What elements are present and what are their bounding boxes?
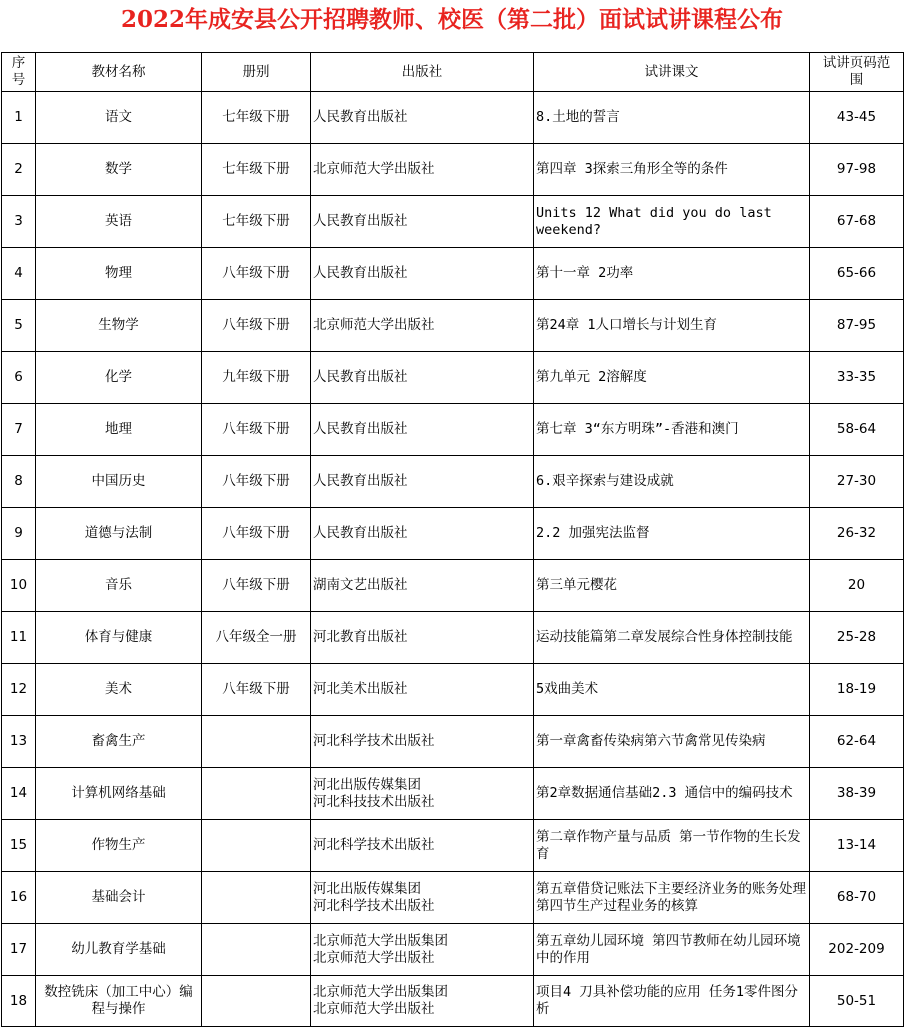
volume: 八年级全一册 xyxy=(202,612,311,664)
publisher-line: 人民教育出版社 xyxy=(313,421,408,437)
header-lesson: 试讲课文 xyxy=(534,53,810,92)
page-range: 13-14 xyxy=(810,820,904,872)
textbook-name: 中国历史 xyxy=(36,456,202,508)
textbook-name: 基础会计 xyxy=(36,872,202,924)
volume: 七年级下册 xyxy=(202,196,311,248)
row-number: 18 xyxy=(2,976,36,1027)
row-number: 9 xyxy=(2,508,36,560)
lesson-title: 5戏曲美术 xyxy=(534,664,810,716)
lesson-title: 第二章作物产量与品质 第一节作物的生长发育 xyxy=(534,820,810,872)
header-page-range: 试讲页码范围 xyxy=(810,53,904,92)
table-row xyxy=(2,508,904,560)
table-row xyxy=(2,612,904,664)
page-range: 26-32 xyxy=(810,508,904,560)
textbook-name: 计算机网络基础 xyxy=(36,768,202,820)
textbook-name: 道德与法制 xyxy=(36,508,202,560)
table-row xyxy=(2,404,904,456)
publisher xyxy=(311,716,534,768)
table-row xyxy=(2,144,904,196)
page-range: 62-64 xyxy=(810,716,904,768)
table-row xyxy=(2,560,904,612)
table-row xyxy=(2,924,904,976)
publisher-line: 河北出版传媒集团 xyxy=(313,880,421,897)
header-volume: 册别 xyxy=(202,53,311,92)
volume: 八年级下册 xyxy=(202,456,311,508)
page-range: 33-35 xyxy=(810,352,904,404)
publisher-line: 河北出版传媒集团 xyxy=(313,776,421,793)
table-row xyxy=(2,976,904,1027)
publisher-line: 人民教育出版社 xyxy=(313,265,408,281)
header-textbook-name: 教材名称 xyxy=(36,53,202,92)
lesson-title: 第七章 3“东方明珠”-香港和澳门 xyxy=(534,404,810,456)
volume xyxy=(202,716,311,768)
publisher xyxy=(311,872,534,924)
header-publisher: 出版社 xyxy=(311,53,534,92)
volume xyxy=(202,924,311,976)
page-range: 43-45 xyxy=(810,92,904,144)
textbook-name: 幼儿教育学基础 xyxy=(36,924,202,976)
publisher-line: 河北科技技术出版社 xyxy=(313,793,435,810)
textbook-name: 生物学 xyxy=(36,300,202,352)
page-range: 25-28 xyxy=(810,612,904,664)
row-number: 7 xyxy=(2,404,36,456)
lesson-title: Units 12 What did you do last weekend? xyxy=(534,196,810,248)
publisher xyxy=(311,404,534,456)
row-number: 17 xyxy=(2,924,36,976)
publisher-line: 人民教育出版社 xyxy=(313,213,408,229)
table-row xyxy=(2,768,904,820)
publisher xyxy=(311,456,534,508)
volume xyxy=(202,820,311,872)
lesson-title: 第四章 3探索三角形全等的条件 xyxy=(534,144,810,196)
volume xyxy=(202,976,311,1027)
publisher xyxy=(311,924,534,976)
publisher-line: 河北美术出版社 xyxy=(313,681,408,697)
page-range: 67-68 xyxy=(810,196,904,248)
publisher xyxy=(311,560,534,612)
row-number: 1 xyxy=(2,92,36,144)
lesson-title: 第五章幼儿园环境 第四节教师在幼儿园环境中的作用 xyxy=(534,924,810,976)
page-range: 202-209 xyxy=(810,924,904,976)
lesson-title: 第九单元 2溶解度 xyxy=(534,352,810,404)
volume: 八年级下册 xyxy=(202,560,311,612)
page-range: 38-39 xyxy=(810,768,904,820)
page-range: 68-70 xyxy=(810,872,904,924)
row-number: 8 xyxy=(2,456,36,508)
page-range: 50-51 xyxy=(810,976,904,1027)
row-number: 4 xyxy=(2,248,36,300)
row-number: 6 xyxy=(2,352,36,404)
publisher-line: 河北科学技术出版社 xyxy=(313,837,435,853)
textbook-name: 数学 xyxy=(36,144,202,196)
publisher xyxy=(311,352,534,404)
volume: 八年级下册 xyxy=(202,300,311,352)
publisher-line: 河北科学技术出版社 xyxy=(313,897,435,914)
table-header-row xyxy=(2,53,904,92)
lesson-title: 6.艰辛探索与建设成就 xyxy=(534,456,810,508)
table-row xyxy=(2,820,904,872)
publisher-line: 北京师范大学出版社 xyxy=(313,1001,435,1017)
publisher-line: 人民教育出版社 xyxy=(313,109,408,125)
textbook-name: 作物生产 xyxy=(36,820,202,872)
lesson-title: 第一章禽畜传染病第六节禽常见传染病 xyxy=(534,716,810,768)
textbook-name: 畜禽生产 xyxy=(36,716,202,768)
publisher-line: 人民教育出版社 xyxy=(313,525,408,541)
lesson-title: 运动技能篇第二章发展综合性身体控制技能 xyxy=(534,612,810,664)
row-number: 12 xyxy=(2,664,36,716)
row-number: 13 xyxy=(2,716,36,768)
lesson-title: 第五章借贷记账法下主要经济业务的账务处理 第四节生产过程业务的核算 xyxy=(534,872,810,924)
publisher xyxy=(311,976,534,1027)
row-number: 15 xyxy=(2,820,36,872)
page-range: 65-66 xyxy=(810,248,904,300)
publisher-line: 北京师范大学出版社 xyxy=(313,317,435,333)
textbook-name: 音乐 xyxy=(36,560,202,612)
table-row xyxy=(2,716,904,768)
lesson-title: 第三单元樱花 xyxy=(534,560,810,612)
textbook-name: 物理 xyxy=(36,248,202,300)
volume: 八年级下册 xyxy=(202,248,311,300)
textbook-name: 语文 xyxy=(36,92,202,144)
table-row xyxy=(2,248,904,300)
lesson-title: 项目4 刀具补偿功能的应用 任务1零件图分析 xyxy=(534,976,810,1027)
publisher xyxy=(311,508,534,560)
publisher xyxy=(311,144,534,196)
publisher xyxy=(311,664,534,716)
publisher-line: 北京师范大学出版集团 xyxy=(313,932,448,949)
volume xyxy=(202,872,311,924)
publisher xyxy=(311,92,534,144)
course-table xyxy=(1,52,904,1027)
textbook-name: 地理 xyxy=(36,404,202,456)
textbook-name: 体育与健康 xyxy=(36,612,202,664)
row-number: 16 xyxy=(2,872,36,924)
volume: 七年级下册 xyxy=(202,92,311,144)
row-number: 5 xyxy=(2,300,36,352)
textbook-name: 数控铣床（加工中心）编程与操作 xyxy=(36,976,202,1027)
volume: 八年级下册 xyxy=(202,508,311,560)
page-range: 18-19 xyxy=(810,664,904,716)
publisher-line: 人民教育出版社 xyxy=(313,369,408,385)
publisher-line: 湖南文艺出版社 xyxy=(313,577,408,593)
page-range: 97-98 xyxy=(810,144,904,196)
publisher-line: 河北教育出版社 xyxy=(313,629,408,645)
row-number: 11 xyxy=(2,612,36,664)
publisher-line: 河北科学技术出版社 xyxy=(313,733,435,749)
row-number: 14 xyxy=(2,768,36,820)
publisher xyxy=(311,820,534,872)
publisher-line: 北京师范大学出版集团 xyxy=(313,984,448,1000)
publisher xyxy=(311,248,534,300)
publisher xyxy=(311,300,534,352)
table-row xyxy=(2,664,904,716)
textbook-name: 美术 xyxy=(36,664,202,716)
publisher-line: 人民教育出版社 xyxy=(313,473,408,489)
page-title: 2022年成安县公开招聘教师、校医（第二批）面试试讲课程公布 xyxy=(120,6,783,33)
page-range: 20 xyxy=(810,560,904,612)
lesson-title: 第2章数据通信基础2.3 通信中的编码技术 xyxy=(534,768,810,820)
page-range: 87-95 xyxy=(810,300,904,352)
publisher xyxy=(311,196,534,248)
row-number: 10 xyxy=(2,560,36,612)
page-range: 58-64 xyxy=(810,404,904,456)
lesson-title: 2.2 加强宪法监督 xyxy=(534,508,810,560)
page-range: 27-30 xyxy=(810,456,904,508)
row-number: 2 xyxy=(2,144,36,196)
volume: 九年级下册 xyxy=(202,352,311,404)
header-no: 序号 xyxy=(2,53,36,92)
publisher-line: 北京师范大学出版社 xyxy=(313,949,435,966)
lesson-title: 第十一章 2功率 xyxy=(534,248,810,300)
table-row xyxy=(2,352,904,404)
volume: 八年级下册 xyxy=(202,664,311,716)
publisher-line: 北京师范大学出版社 xyxy=(313,161,435,177)
lesson-title: 8.土地的誓言 xyxy=(534,92,810,144)
textbook-name: 英语 xyxy=(36,196,202,248)
table-row xyxy=(2,872,904,924)
volume xyxy=(202,768,311,820)
table-row xyxy=(2,92,904,144)
lesson-title: 第24章 1人口增长与计划生育 xyxy=(534,300,810,352)
publisher xyxy=(311,768,534,820)
row-number: 3 xyxy=(2,196,36,248)
publisher xyxy=(311,612,534,664)
volume: 七年级下册 xyxy=(202,144,311,196)
volume: 八年级下册 xyxy=(202,404,311,456)
table-row xyxy=(2,456,904,508)
table-row xyxy=(2,196,904,248)
textbook-name: 化学 xyxy=(36,352,202,404)
table-row xyxy=(2,300,904,352)
